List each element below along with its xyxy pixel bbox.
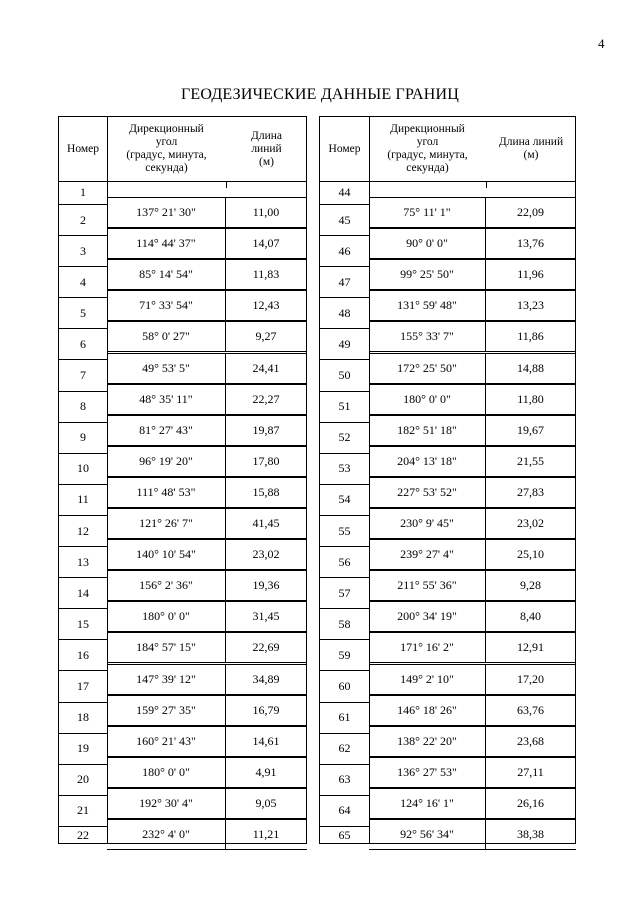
header-length: Длина линий (м) [251,129,282,168]
line-length: 12,91 [517,640,544,655]
point-number: 45 [320,205,369,236]
table-row [107,508,307,539]
line-length: 11,86 [517,329,544,344]
left-table [58,116,307,844]
line-length: 14,88 [517,360,544,375]
direction-angle: 172° 25' 50" [369,354,486,383]
direction-angle: 232° 4' 0" [107,820,226,849]
line-length: 19,87 [252,422,280,437]
direction-angle: 75° 11' 1" [369,198,486,227]
point-number: 20 [59,765,107,796]
table-row [107,695,307,726]
page-title: ГЕОДЕЗИЧЕСКИЕ ДАННЫЕ ГРАНИЦ [180,86,460,103]
point-number: 62 [320,734,369,765]
direction-angle: 156° 2' 36" [107,571,226,600]
point-number: 10 [59,454,107,485]
table-row [369,384,576,415]
line-length: 24,41 [252,360,280,375]
line-length: 21,55 [517,453,544,468]
line-length: 16,79 [252,702,280,717]
point-number: 8 [59,392,107,423]
table-row [107,664,307,695]
direction-angle: 149° 2' 10" [369,665,486,694]
direction-angle: 114° 44' 37" [107,229,226,258]
line-length: 38,38 [517,827,544,842]
point-number: 15 [59,609,107,640]
direction-angle: 200° 34' 19" [369,602,486,631]
table-row [107,632,307,663]
table-row [369,508,576,539]
point-number: 5 [59,298,107,329]
table-row [107,757,307,788]
direction-angle: 48° 35' 11" [107,385,226,414]
line-length: 27,83 [517,484,544,499]
point-number: 2 [59,205,107,236]
table-row [107,259,307,290]
table-row [369,664,576,695]
point-number: 50 [320,361,369,392]
point-number: 18 [59,703,107,734]
point-number: 22 [77,827,89,842]
point-number: 61 [320,703,369,734]
point-number: 4 [59,267,107,298]
point-number: 11 [59,485,107,516]
line-length: 22,27 [252,391,280,406]
header-angle: Дирекционный угол (градус, минута, секунда) [126,123,207,174]
direction-angle: 180° 0' 0" [107,602,226,631]
table-row [369,819,576,850]
point-number: 6 [59,329,107,360]
table-row [369,321,576,352]
point-number: 3 [59,236,107,267]
table-row [369,788,576,819]
line-length: 22,69 [252,640,280,655]
line-length: 27,11 [517,764,544,779]
direction-angle: 180° 0' 0" [369,385,486,414]
table-row [369,539,576,570]
line-length: 11,96 [517,267,544,282]
line-length: 15,88 [252,484,280,499]
line-length: 23,02 [252,547,280,562]
line-length: 9,05 [255,795,277,810]
point-number: 63 [320,765,369,796]
page-number: 4 [598,36,605,51]
point-number: 52 [320,423,369,454]
point-number: 9 [59,423,107,454]
line-length: 23,02 [517,516,544,531]
direction-angle: 131° 59' 48" [369,291,486,320]
point-number: 59 [320,640,369,671]
line-length: 11,80 [517,391,544,406]
line-length: 26,16 [517,795,544,810]
line-length: 41,45 [252,516,280,531]
column-divider [226,181,227,188]
table-row [107,384,307,415]
direction-angle: 136° 27' 53" [369,758,486,787]
table-row [369,259,576,290]
table-row [107,446,307,477]
point-number: 19 [59,734,107,765]
column-divider [486,181,487,188]
table-row [107,601,307,632]
point-number: 60 [320,672,369,703]
header-number: Номер [328,142,361,155]
line-length: 23,68 [517,733,544,748]
direction-angle: 171° 16' 2" [369,633,486,662]
direction-angle: 121° 26' 7" [107,509,226,538]
line-length: 25,10 [517,547,544,562]
table-row [107,197,307,228]
point-number: 48 [320,298,369,329]
line-length: 9,27 [255,329,277,344]
point-number: 53 [320,454,369,485]
direction-angle: 99° 25' 50" [369,260,486,289]
line-length: 22,09 [517,205,544,220]
direction-angle: 58° 0' 27" [107,322,226,351]
point-number: 17 [59,672,107,703]
point-number: 16 [59,640,107,671]
direction-angle: 192° 30' 4" [107,789,226,818]
line-length: 14,07 [252,236,280,251]
point-number: 65 [338,827,351,842]
line-length: 11,00 [252,205,280,220]
header-length: Длина линий (м) [498,136,564,161]
line-length: 11,83 [252,267,280,282]
table-header [320,117,575,182]
direction-angle: 230° 9' 45" [369,509,486,538]
direction-angle: 227° 53' 52" [369,478,486,507]
direction-angle: 137° 21' 30" [107,198,226,227]
line-length: 13,76 [517,236,544,251]
direction-angle: 140° 10' 54" [107,540,226,569]
table-row [107,539,307,570]
table-row [369,228,576,259]
line-length: 11,21 [252,827,280,842]
table-row [369,695,576,726]
line-length: 12,43 [252,298,280,313]
table-row [369,570,576,601]
table-row [107,819,307,850]
direction-angle: 147° 39' 12" [107,665,226,694]
table-row [369,757,576,788]
table-header [59,117,306,182]
point-number: 54 [320,485,369,516]
point-number: 46 [320,236,369,267]
direction-angle: 90° 0' 0" [369,229,486,258]
table-row [369,601,576,632]
table-row [107,477,307,508]
direction-angle: 138° 22' 20" [369,727,486,756]
table-row [369,632,576,663]
line-length: 34,89 [252,671,280,686]
point-number: 64 [320,796,369,827]
table-row [107,321,307,352]
line-length: 8,40 [520,609,541,624]
direction-angle: 180° 0' 0" [107,758,226,787]
table-row [107,726,307,757]
direction-angle: 239° 27' 4" [369,540,486,569]
point-number: 12 [59,516,107,547]
table-row [369,353,576,384]
line-length: 31,45 [252,609,280,624]
point-number: 13 [59,547,107,578]
table-row [107,570,307,601]
table-row [369,415,576,446]
line-length: 14,61 [252,733,280,748]
direction-angle: 204° 13' 18" [369,447,486,476]
table-row [107,353,307,384]
table-row [369,290,576,321]
direction-angle: 85° 14' 54" [107,260,226,289]
table-row [107,228,307,259]
direction-angle: 160° 21' 43" [107,727,226,756]
direction-angle: 111° 48' 53" [107,478,226,507]
right-table [319,116,576,844]
point-number: 55 [320,516,369,547]
direction-angle: 81° 27' 43" [107,416,226,445]
direction-angle: 184° 57' 15" [107,633,226,662]
point-number: 1 [59,181,107,205]
header-angle: Дирекционный угол (градус, минута, секунда) [387,123,468,174]
table-row [369,477,576,508]
table-row [369,726,576,757]
direction-angle: 146° 18' 26" [369,696,486,725]
table-row [369,197,576,228]
line-length: 19,67 [517,422,544,437]
line-length: 17,20 [517,671,544,686]
direction-angle: 211° 55' 36" [369,571,486,600]
table-row [107,415,307,446]
line-length: 17,80 [252,453,280,468]
direction-angle: 71° 33' 54" [107,291,226,320]
direction-angle: 124° 16' 1" [369,789,486,818]
table-row [107,788,307,819]
point-number: 47 [320,267,369,298]
point-number: 57 [320,578,369,609]
line-length: 4,91 [255,764,277,779]
direction-angle: 182° 51' 18" [369,416,486,445]
point-number: 21 [59,796,107,827]
line-length: 63,76 [517,702,544,717]
direction-angle: 155° 33' 7" [369,322,486,351]
line-length: 9,28 [520,578,541,593]
point-number: 44 [320,181,369,205]
table-row [107,290,307,321]
line-length: 19,36 [252,578,280,593]
direction-angle: 159° 27' 35" [107,696,226,725]
direction-angle: 96° 19' 20" [107,447,226,476]
point-number: 7 [59,361,107,392]
point-number: 51 [320,392,369,423]
line-length: 13,23 [517,298,544,313]
point-number: 14 [59,578,107,609]
point-number: 56 [320,547,369,578]
header-number: Номер [67,142,99,155]
table-row [369,446,576,477]
direction-angle: 49° 53' 5" [107,354,226,383]
point-number: 49 [320,329,369,360]
point-number: 58 [320,609,369,640]
direction-angle: 92° 56' 34" [369,820,486,849]
